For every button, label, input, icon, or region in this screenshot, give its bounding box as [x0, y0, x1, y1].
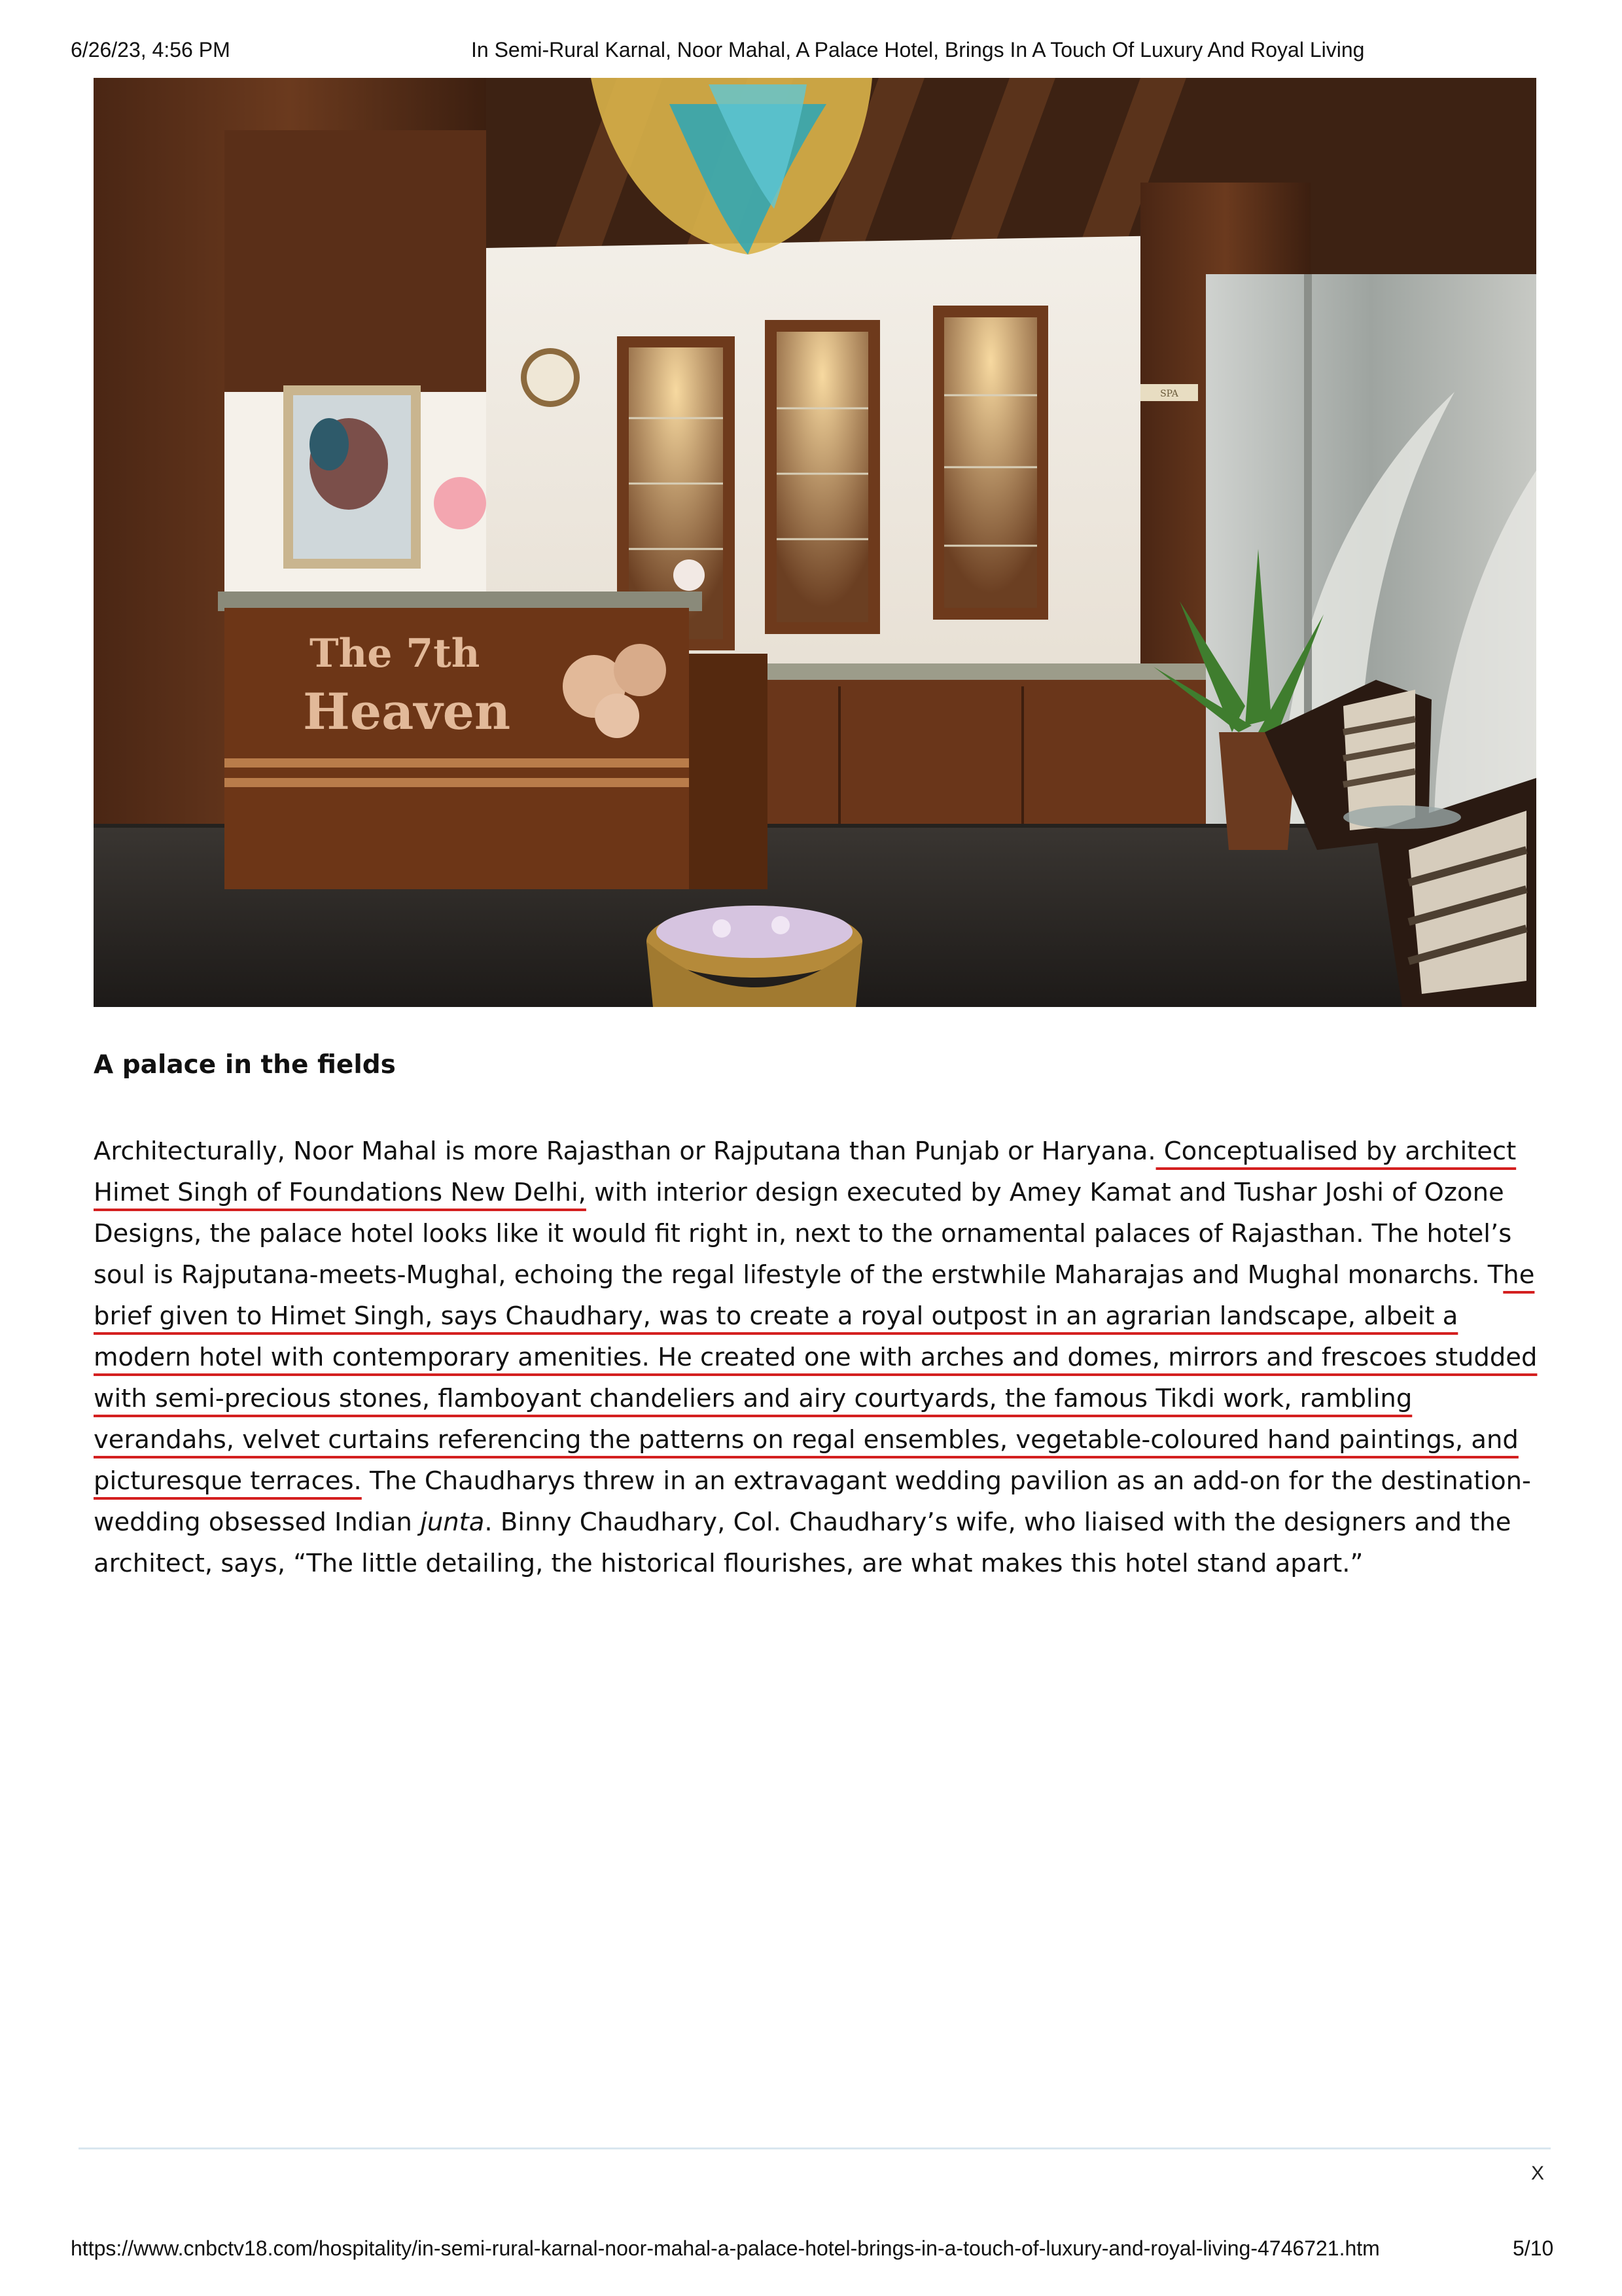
divider: [79, 2147, 1551, 2149]
highlighted-text: Conceptualised by architect Himet Singh of Foundations New Delhi,: [94, 1137, 1517, 1207]
reception-sign-line2: Heaven: [303, 682, 511, 741]
page-number: 5/10: [1513, 2236, 1554, 2260]
print-date: 6/26/23, 4:56 PM: [71, 38, 230, 62]
article-paragraph: [94, 1131, 1546, 1584]
highlighted-text: he brief given to Himet Singh, says Chaudhary, was to create a royal outpost in an agrarian landscape, albeit a modern hotel with contemporary amenities. He created one with arches and domes, mirrors and frescoes studded with semi-precious stones, flamboyant chandeliers and airy courtyards, the famous Tikdi work, rambling verandahs, velvet curtains referencing the patterns on regal ensembles, vegetable-coloured hand paintings, and picturesque terraces.: [94, 1260, 1538, 1496]
print-url: https://www.cnbctv18.com/hospitality/in-semi-rural-karnal-noor-mahal-a-palace-hotel-brings-in-a-touch-of-luxury-and-royal-living-4746721.htm: [71, 2236, 1380, 2260]
italic-text: junta: [420, 1508, 485, 1537]
paragraph-text: The Chaudharys threw in an extravagant wedding pavilion as an add-on for the destination-wedding obsessed Indian: [94, 1466, 1531, 1537]
print-page-title: In Semi-Rural Karnal, Noor Mahal, A Palace Hotel, Brings In A Touch Of Luxury And Royal Living: [471, 38, 1365, 62]
hotel-lobby-photo: [94, 78, 1536, 1007]
section-heading: A palace in the fields: [94, 1050, 396, 1080]
paragraph-text: Architecturally, Noor Mahal is more Rajasthan or Rajputana than Punjab or Haryana.: [94, 1137, 1156, 1166]
spa-sign-text: SPA: [1160, 389, 1178, 399]
reception-sign-line1: The 7th: [309, 631, 480, 677]
paragraph-text: . Binny Chaudhary, Col. Chaudhary’s wife, who liaised with the designers and the architect, says, “The little detailing, the historical flourishes, are what makes this hotel stand apart.”: [94, 1508, 1511, 1578]
close-button[interactable]: X: [1531, 2163, 1545, 2184]
paragraph-text: with interior design executed by Amey Kamat and Tushar Joshi of Ozone Designs, the palace hotel looks like it would fit right in, next to the ornamental palaces of Rajasthan. The hotel’s soul is Rajputana-meets-Mughal, echoing the regal lifestyle of the erstwhile Maharajas and Mughal monarchs. T: [94, 1178, 1512, 1290]
